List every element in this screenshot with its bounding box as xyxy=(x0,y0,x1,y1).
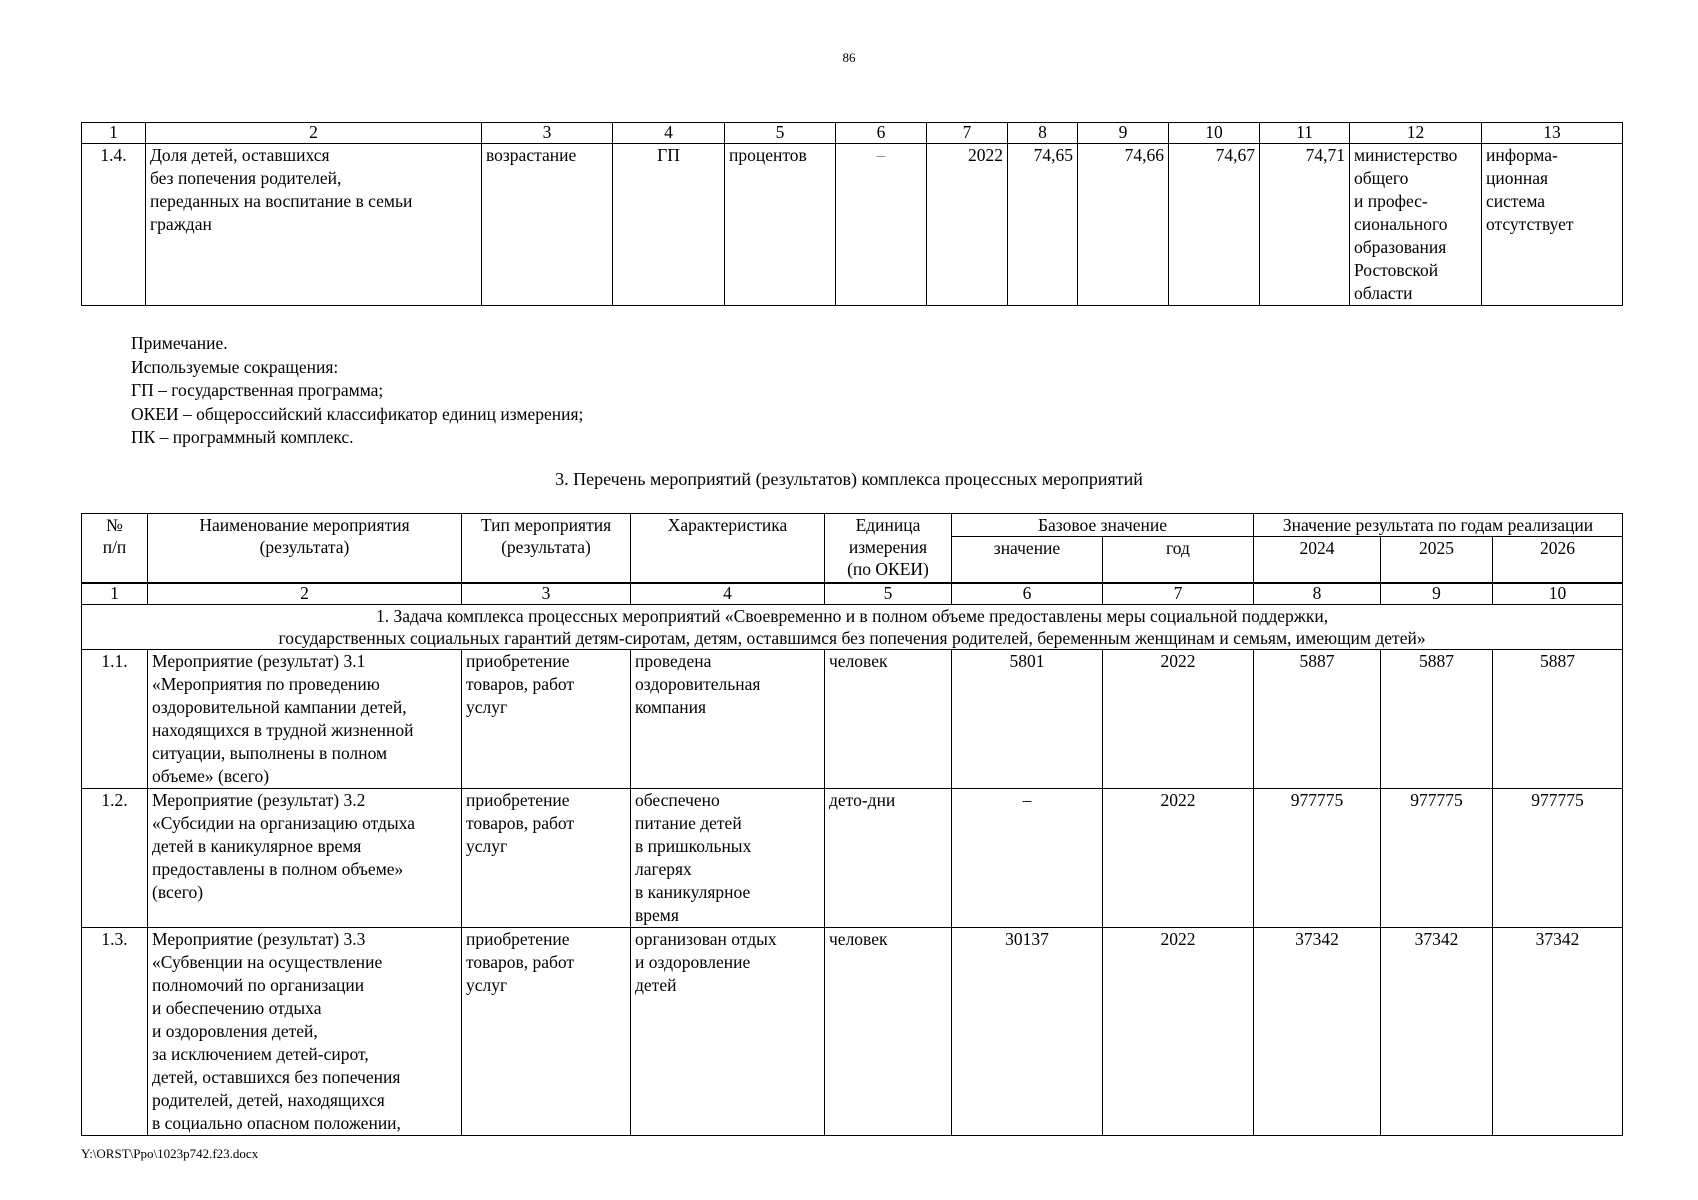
table-row xyxy=(82,144,1623,306)
activity-unit: человек xyxy=(825,927,952,1135)
indicator-unit: процентов xyxy=(725,144,836,306)
notes-title: Примечание. xyxy=(131,333,228,353)
header-base-year: год xyxy=(1103,537,1254,583)
notes-abbr-intro: Используемые сокращения: xyxy=(131,356,339,377)
col-number: 10 xyxy=(1169,123,1260,144)
activity-type: приобретение товаров, работ услуг xyxy=(462,927,631,1135)
col-number: 5 xyxy=(825,583,952,605)
col-number: 6 xyxy=(836,123,927,144)
value-2024: 977775 xyxy=(1254,788,1381,927)
col-number: 8 xyxy=(1008,123,1078,144)
col-number: 10 xyxy=(1493,583,1623,605)
col-number: 9 xyxy=(1078,123,1169,144)
notes-block xyxy=(131,332,583,450)
footer-file-path: Y:\ORST\Ppo\1023p742.f23.docx xyxy=(81,1146,259,1161)
col-number: 12 xyxy=(1350,123,1482,144)
column-number-row xyxy=(82,583,1623,605)
value-cell: 74,65 xyxy=(1008,144,1078,306)
value-2025: 977775 xyxy=(1381,788,1493,927)
header-base-group: Базовое значение xyxy=(952,514,1254,537)
indicator-name: Доля детей, оставшихся без попечения родителей, переданных на воспитание в семьи граждан xyxy=(146,144,482,306)
info-system: информа- ционная система отсутствует xyxy=(1482,144,1623,306)
value-2026: 37342 xyxy=(1493,927,1623,1135)
col-number: 2 xyxy=(146,123,482,144)
header-name: Наименование мероприятия (результата) xyxy=(148,514,462,583)
header-year-2025: 2025 xyxy=(1381,537,1493,583)
row-number: 1.4. xyxy=(82,144,146,306)
col-number: 4 xyxy=(631,583,825,605)
header-year-2024: 2024 xyxy=(1254,537,1381,583)
base-value: 30137 xyxy=(952,927,1103,1135)
indicator-col6: – xyxy=(836,144,927,306)
header-year-2026: 2026 xyxy=(1493,537,1623,583)
col-number: 4 xyxy=(613,123,725,144)
row-number: 1.1. xyxy=(82,649,148,788)
value-2026: 977775 xyxy=(1493,788,1623,927)
value-cell: 74,71 xyxy=(1260,144,1350,306)
col-number: 13 xyxy=(1482,123,1623,144)
header-row xyxy=(82,514,1623,537)
base-year: 2022 xyxy=(1103,927,1254,1135)
table-row xyxy=(82,649,1623,788)
activity-characteristic: проведена оздоровительная компания xyxy=(631,649,825,788)
section-title: 3. Перечень мероприятий (результатов) комплекса процессных мероприятий xyxy=(555,469,1143,489)
activities-table xyxy=(81,513,1623,1136)
row-number: 1.3. xyxy=(82,927,148,1135)
activity-unit: дето-дни xyxy=(825,788,952,927)
indicator-level: ГП xyxy=(613,144,725,306)
activity-name: Мероприятие (результат) 3.3 «Субвенции на осуществление полномочий по организации и обеспечению отдыха и оздоровления детей, за исключением детей-сирот, детей, оставшихся без попечения родителей, детей, находящихся в социально опасном положении, xyxy=(148,927,462,1135)
col-number: 8 xyxy=(1254,583,1381,605)
value-2024: 5887 xyxy=(1254,649,1381,788)
value-cell: 74,67 xyxy=(1169,144,1260,306)
page-number: 86 xyxy=(842,50,856,65)
table-row xyxy=(82,927,1623,1135)
header-characteristic: Характеристика xyxy=(631,514,825,583)
col-number: 3 xyxy=(482,123,613,144)
indicator-trend: возрастание xyxy=(482,144,613,306)
activity-type: приобретение товаров, работ услуг xyxy=(462,788,631,927)
col-number: 1 xyxy=(82,583,148,605)
notes-item: ОКЕИ – общероссийский классификатор единиц измерения; xyxy=(131,403,584,424)
value-2024: 37342 xyxy=(1254,927,1381,1135)
col-number: 3 xyxy=(462,583,631,605)
col-number: 1 xyxy=(82,123,146,144)
column-number-row xyxy=(82,123,1623,144)
col-number: 11 xyxy=(1260,123,1350,144)
base-year: 2022 xyxy=(927,144,1008,306)
notes-item: ПК – программный комплекс. xyxy=(131,427,354,447)
base-value: – xyxy=(952,788,1103,927)
task-description: 1. Задача комплекса процессных мероприятий «Своевременно и в полном объеме предоставлены меры социальной поддержки, государственных социальных гарантий детям-сиротам, детям, оставшимся без попечения родителей, беременным женщинам и семьям, имеющим детей» xyxy=(82,604,1623,649)
activity-name: Мероприятие (результат) 3.2 «Субсидии на организацию отдыха детей в каникулярное время предоставлены в полном объеме» (всего) xyxy=(148,788,462,927)
row-number: 1.2. xyxy=(82,788,148,927)
activity-characteristic: организован отдых и оздоровление детей xyxy=(631,927,825,1135)
base-year: 2022 xyxy=(1103,649,1254,788)
col-number: 6 xyxy=(952,583,1103,605)
activity-unit: человек xyxy=(825,649,952,788)
notes-item: ГП – государственная программа; xyxy=(131,380,384,400)
header-num: № п/п xyxy=(82,514,148,583)
col-number: 2 xyxy=(148,583,462,605)
task-row xyxy=(82,604,1623,649)
col-number: 5 xyxy=(725,123,836,144)
base-value: 5801 xyxy=(952,649,1103,788)
value-2025: 37342 xyxy=(1381,927,1493,1135)
value-cell: 74,66 xyxy=(1078,144,1169,306)
activity-type: приобретение товаров, работ услуг xyxy=(462,649,631,788)
header-base-value: значение xyxy=(952,537,1103,583)
value-2025: 5887 xyxy=(1381,649,1493,788)
indicators-table xyxy=(81,122,1623,306)
responsible: министерство общего и профес- сионального образования Ростовской области xyxy=(1350,144,1482,306)
base-year: 2022 xyxy=(1103,788,1254,927)
activity-name: Мероприятие (результат) 3.1 «Мероприятия по проведению оздоровительной кампании детей, находящихся в трудной жизненной ситуации, выполнены в полном объеме» (всего) xyxy=(148,649,462,788)
table-row xyxy=(82,788,1623,927)
col-number: 9 xyxy=(1381,583,1493,605)
col-number: 7 xyxy=(927,123,1008,144)
header-unit: Единица измерения (по ОКЕИ) xyxy=(825,514,952,583)
col-number: 7 xyxy=(1103,583,1254,605)
activity-characteristic: обеспечено питание детей в пришкольных лагерях в каникулярное время xyxy=(631,788,825,927)
header-years-group: Значение результата по годам реализации xyxy=(1254,514,1623,537)
header-type: Тип мероприятия (результата) xyxy=(462,514,631,583)
value-2026: 5887 xyxy=(1493,649,1623,788)
